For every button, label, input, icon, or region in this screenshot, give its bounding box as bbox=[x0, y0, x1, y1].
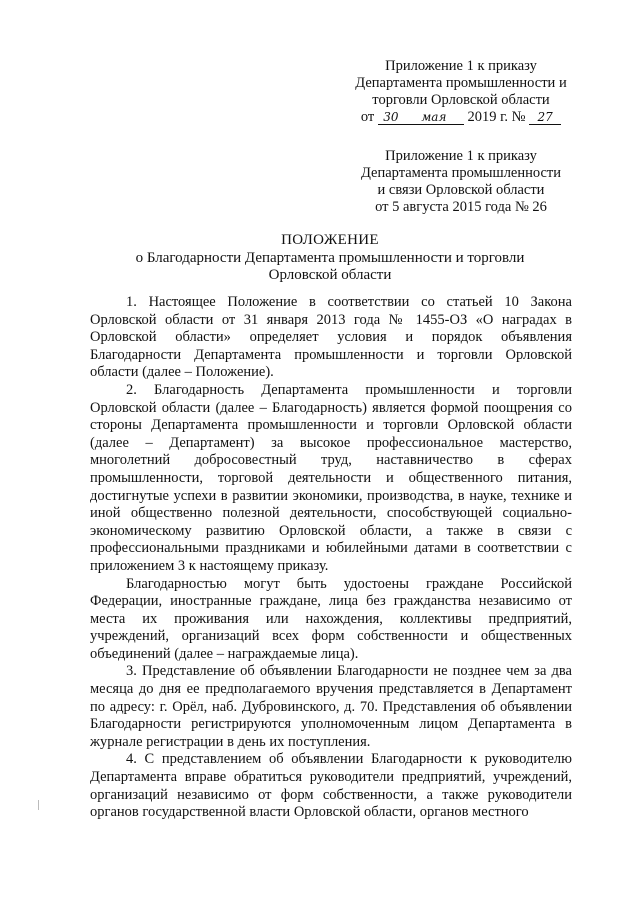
appendix-current-date-line bbox=[330, 109, 592, 126]
appendix-current-line2: Департамента промышленности и bbox=[355, 75, 567, 91]
appendix-previous-line3: и связи Орловской области bbox=[377, 182, 545, 198]
document-subtitle-line2: Орловской области bbox=[268, 267, 392, 283]
paragraph-2-continued: Благодарностью могут быть удостоены граждане Российской Федерации, иностранные граждане, лица без гражданства независимо от места их проживания или нахождения, коллективы предприятий, учреждений, организаций всех форм собственности и общественных объединений (далее – награждаемые лица). bbox=[90, 575, 572, 662]
paragraph-1: 1. Настоящее Положение в соответствии со статьей 10 Закона Орловской области от 31 января 2013 года № 1455-ОЗ «О наградах в Орловской области» определяет условия и порядок объявления Благодарности Департамента промышленности и торговли Орловской области (далее – Положение). bbox=[90, 294, 572, 381]
appendix-current-line3: торговли Орловской области bbox=[372, 92, 550, 108]
paragraph-3: 3. Представление об объявлении Благодарности не позднее чем за два месяца до дня ее предполагаемого вручения представляется в Департамент по адресу: г. Орёл, наб. Дубровинского, д. 70. Представления об объявлении Благодарности регистрируются уполномоченным лицом Департамента в журнале регистрации в день их поступления. bbox=[90, 663, 572, 750]
margin-mark bbox=[38, 800, 39, 810]
document-title: ПОЛОЖЕНИЕ bbox=[281, 232, 379, 248]
document-body bbox=[90, 294, 572, 822]
handwritten-month: мая bbox=[404, 111, 464, 125]
appendix-previous-line1: Приложение 1 к приказу bbox=[385, 148, 537, 164]
handwritten-day: 30 bbox=[378, 111, 404, 125]
appendix-previous-line2: Департамента промышленности bbox=[360, 165, 562, 181]
year-and-number-label: 2019 г. № bbox=[467, 109, 526, 125]
appendix-current-line1: Приложение 1 к приказу bbox=[385, 58, 537, 74]
paragraph-4: 4. С представлением об объявлении Благодарности к руководителю Департамента вправе обратиться руководители предприятий, учреждений, организаций независимо от форм собственности, а также руководители органов государственной власти Орловской области, органов местного bbox=[90, 751, 572, 821]
handwritten-order-number: 27 bbox=[529, 111, 561, 125]
document-title-block bbox=[100, 232, 560, 285]
document-subtitle-line1: о Благодарности Департамента промышленности и торговли bbox=[135, 249, 525, 266]
appendix-header-current bbox=[330, 58, 592, 126]
appendix-header-previous bbox=[330, 148, 592, 216]
appendix-previous-line4: от 5 августа 2015 года № 26 bbox=[375, 199, 547, 215]
date-prefix: от bbox=[360, 109, 375, 125]
paragraph-2: 2. Благодарность Департамента промышленности и торговли Орловской области (далее – Благодарность) является формой поощрения со стороны Департамента промышленности и торговли Орловской области (далее – Департамент) за высокое профессиональное мастерство, многолетний добросовестный труд, наставничество в сферах промышленности, торговой деятельности и общественного питания, достигнутые успехи в развитии экономики, производства, в науке, технике и иной общественно полезной деятельности, способствующей социально-экономическому развитию Орловской области, а также в связи с профессиональными праздниками и юбилейными датами в соответствии с приложением 3 к настоящему приказу. bbox=[90, 381, 572, 574]
